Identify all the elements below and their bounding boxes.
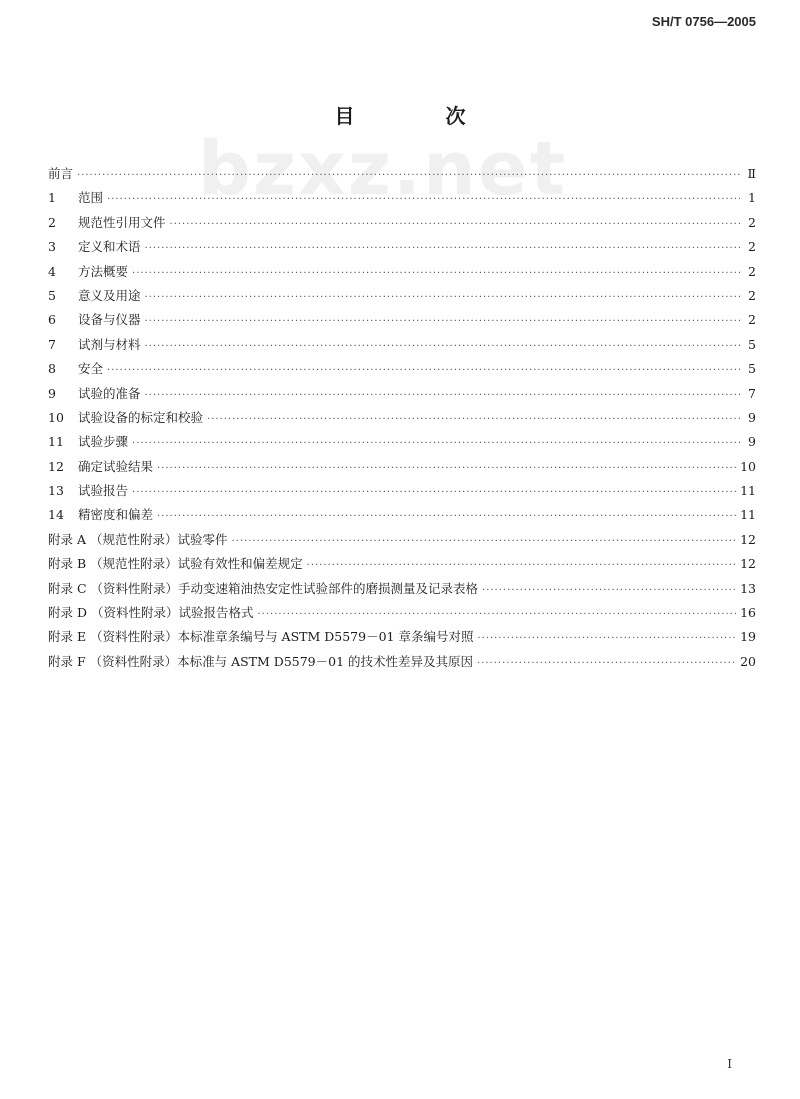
toc-leader-dots	[307, 554, 736, 578]
toc-entry-label: 前言	[48, 166, 74, 181]
toc-entry-label: 精密度和偏差	[78, 507, 154, 523]
toc-entry-page: 5	[748, 361, 756, 377]
toc-entry-number: 1	[48, 190, 56, 206]
toc-entry-page: 7	[748, 385, 756, 401]
toc-leader-dots	[77, 164, 740, 188]
toc-entry-number: 12	[48, 458, 64, 474]
toc-entry-page: 2	[748, 214, 756, 230]
toc-entry-number: 6	[48, 312, 56, 328]
toc-leader-dots	[145, 310, 740, 334]
toc-entry-label: 试验的准备	[78, 385, 141, 401]
toc-entry[interactable]	[48, 186, 756, 210]
toc-entry[interactable]	[48, 406, 756, 430]
toc-entry-label: 附录 B （规范性附录）试验有效性和偏差规定	[48, 556, 303, 572]
toc-entry-label: 附录 D （资料性附录）试验报告格式	[48, 605, 254, 621]
toc-entry[interactable]	[48, 235, 756, 259]
toc-entry-label: 确定试验结果	[78, 458, 154, 474]
toc-entry-page: 2	[748, 263, 756, 279]
toc-leader-dots	[477, 652, 736, 676]
toc-entry[interactable]	[48, 382, 756, 406]
toc-entry-page: 2	[748, 239, 756, 255]
toc-entry-page: 9	[748, 409, 756, 425]
toc-entry-label: 定义和术语	[78, 239, 141, 255]
toc-leader-dots	[145, 384, 740, 408]
table-of-contents	[48, 162, 756, 674]
toc-leader-dots	[107, 188, 740, 212]
toc-entry-page: 12	[740, 556, 756, 572]
toc-entry-label: 安全	[78, 361, 104, 377]
toc-leader-dots	[107, 359, 740, 383]
toc-entry-label: 附录 C （资料性附录）手动变速箱油热安定性试验部件的磨损测量及记录表格	[48, 580, 479, 596]
toc-entry[interactable]	[48, 625, 756, 649]
toc-entry-page: 11	[740, 483, 756, 499]
page-number: I	[727, 1057, 732, 1071]
toc-entry[interactable]	[48, 333, 756, 357]
toc-entry[interactable]	[48, 455, 756, 479]
toc-leader-dots	[207, 408, 740, 432]
toc-entry-label: 试验报告	[78, 483, 129, 499]
page-title: 目 次	[334, 104, 508, 128]
toc-entry[interactable]	[48, 430, 756, 454]
toc-entry-number: 13	[48, 483, 64, 499]
toc-entry[interactable]	[48, 552, 756, 576]
toc-entry[interactable]	[48, 308, 756, 332]
toc-entry[interactable]	[48, 650, 756, 674]
toc-entry[interactable]	[48, 503, 756, 527]
toc-entry-label: 规范性引用文件	[78, 214, 166, 230]
toc-entry[interactable]	[48, 357, 756, 381]
toc-entry[interactable]	[48, 601, 756, 625]
toc-entry-page: 5	[748, 336, 756, 352]
toc-entry-label: 附录 A （规范性附录）试验零件	[48, 531, 228, 547]
toc-entry-number: 11	[48, 434, 64, 450]
toc-leader-dots	[477, 627, 736, 651]
toc-leader-dots	[257, 603, 736, 627]
toc-entry-number: 5	[48, 287, 56, 303]
toc-entry-label: 附录 E （资料性附录）本标准章条编号与 ASTM D5579－01 章条编号对照	[48, 629, 474, 645]
toc-entry-label: 范围	[78, 190, 104, 206]
toc-entry-label: 方法概要	[78, 263, 129, 279]
toc-entry-page: 20	[740, 653, 756, 669]
toc-entry-page: 16	[740, 605, 756, 621]
toc-leader-dots	[145, 237, 740, 261]
toc-entry-label: 附录 F （资料性附录）本标准与 ASTM D5579－01 的技术性差异及其原因	[48, 653, 474, 669]
toc-entry[interactable]	[48, 162, 756, 186]
toc-leader-dots	[145, 286, 740, 310]
toc-entry-number: 7	[48, 336, 56, 352]
toc-entry[interactable]	[48, 260, 756, 284]
toc-leader-dots	[145, 335, 740, 359]
toc-leader-dots	[231, 530, 736, 554]
standard-code: SH/T 0756—2005	[651, 14, 756, 29]
toc-entry-label: 试剂与材料	[78, 336, 141, 352]
toc-leader-dots	[132, 432, 740, 456]
toc-entry-number: 8	[48, 361, 56, 377]
toc-entry[interactable]	[48, 211, 756, 235]
toc-entry[interactable]	[48, 479, 756, 503]
toc-entry-page: 1	[748, 190, 756, 206]
toc-leader-dots	[482, 579, 736, 603]
toc-entry-label: 意义及用途	[78, 287, 141, 303]
toc-entry-number: 2	[48, 214, 56, 230]
toc-leader-dots	[157, 505, 736, 529]
toc-entry[interactable]	[48, 528, 756, 552]
toc-entry-number: 14	[48, 507, 64, 523]
toc-leader-dots	[157, 457, 736, 481]
toc-entry[interactable]	[48, 284, 756, 308]
toc-entry-label: 试验设备的标定和校验	[78, 409, 204, 425]
toc-leader-dots	[170, 213, 740, 237]
toc-entry-label: 设备与仪器	[78, 312, 141, 328]
toc-leader-dots	[132, 481, 736, 505]
toc-entry-page: Ⅱ	[747, 166, 756, 181]
toc-entry-page: 11	[740, 507, 756, 523]
toc-entry-page: 19	[740, 629, 756, 645]
toc-entry-page: 9	[748, 434, 756, 450]
toc-entry-page: 13	[740, 580, 756, 596]
toc-entry-page: 12	[740, 531, 756, 547]
toc-entry[interactable]	[48, 577, 756, 601]
toc-entry-number: 3	[48, 239, 56, 255]
watermark-text: bzxz.net	[198, 126, 568, 212]
toc-entry-page: 2	[748, 312, 756, 328]
toc-entry-page: 2	[748, 287, 756, 303]
toc-entry-number: 10	[48, 409, 64, 425]
toc-entry-number: 9	[48, 385, 56, 401]
toc-entry-page: 10	[740, 458, 756, 474]
toc-leader-dots	[132, 262, 740, 286]
toc-entry-number: 4	[48, 263, 56, 279]
toc-entry-label: 试验步骤	[78, 434, 129, 450]
